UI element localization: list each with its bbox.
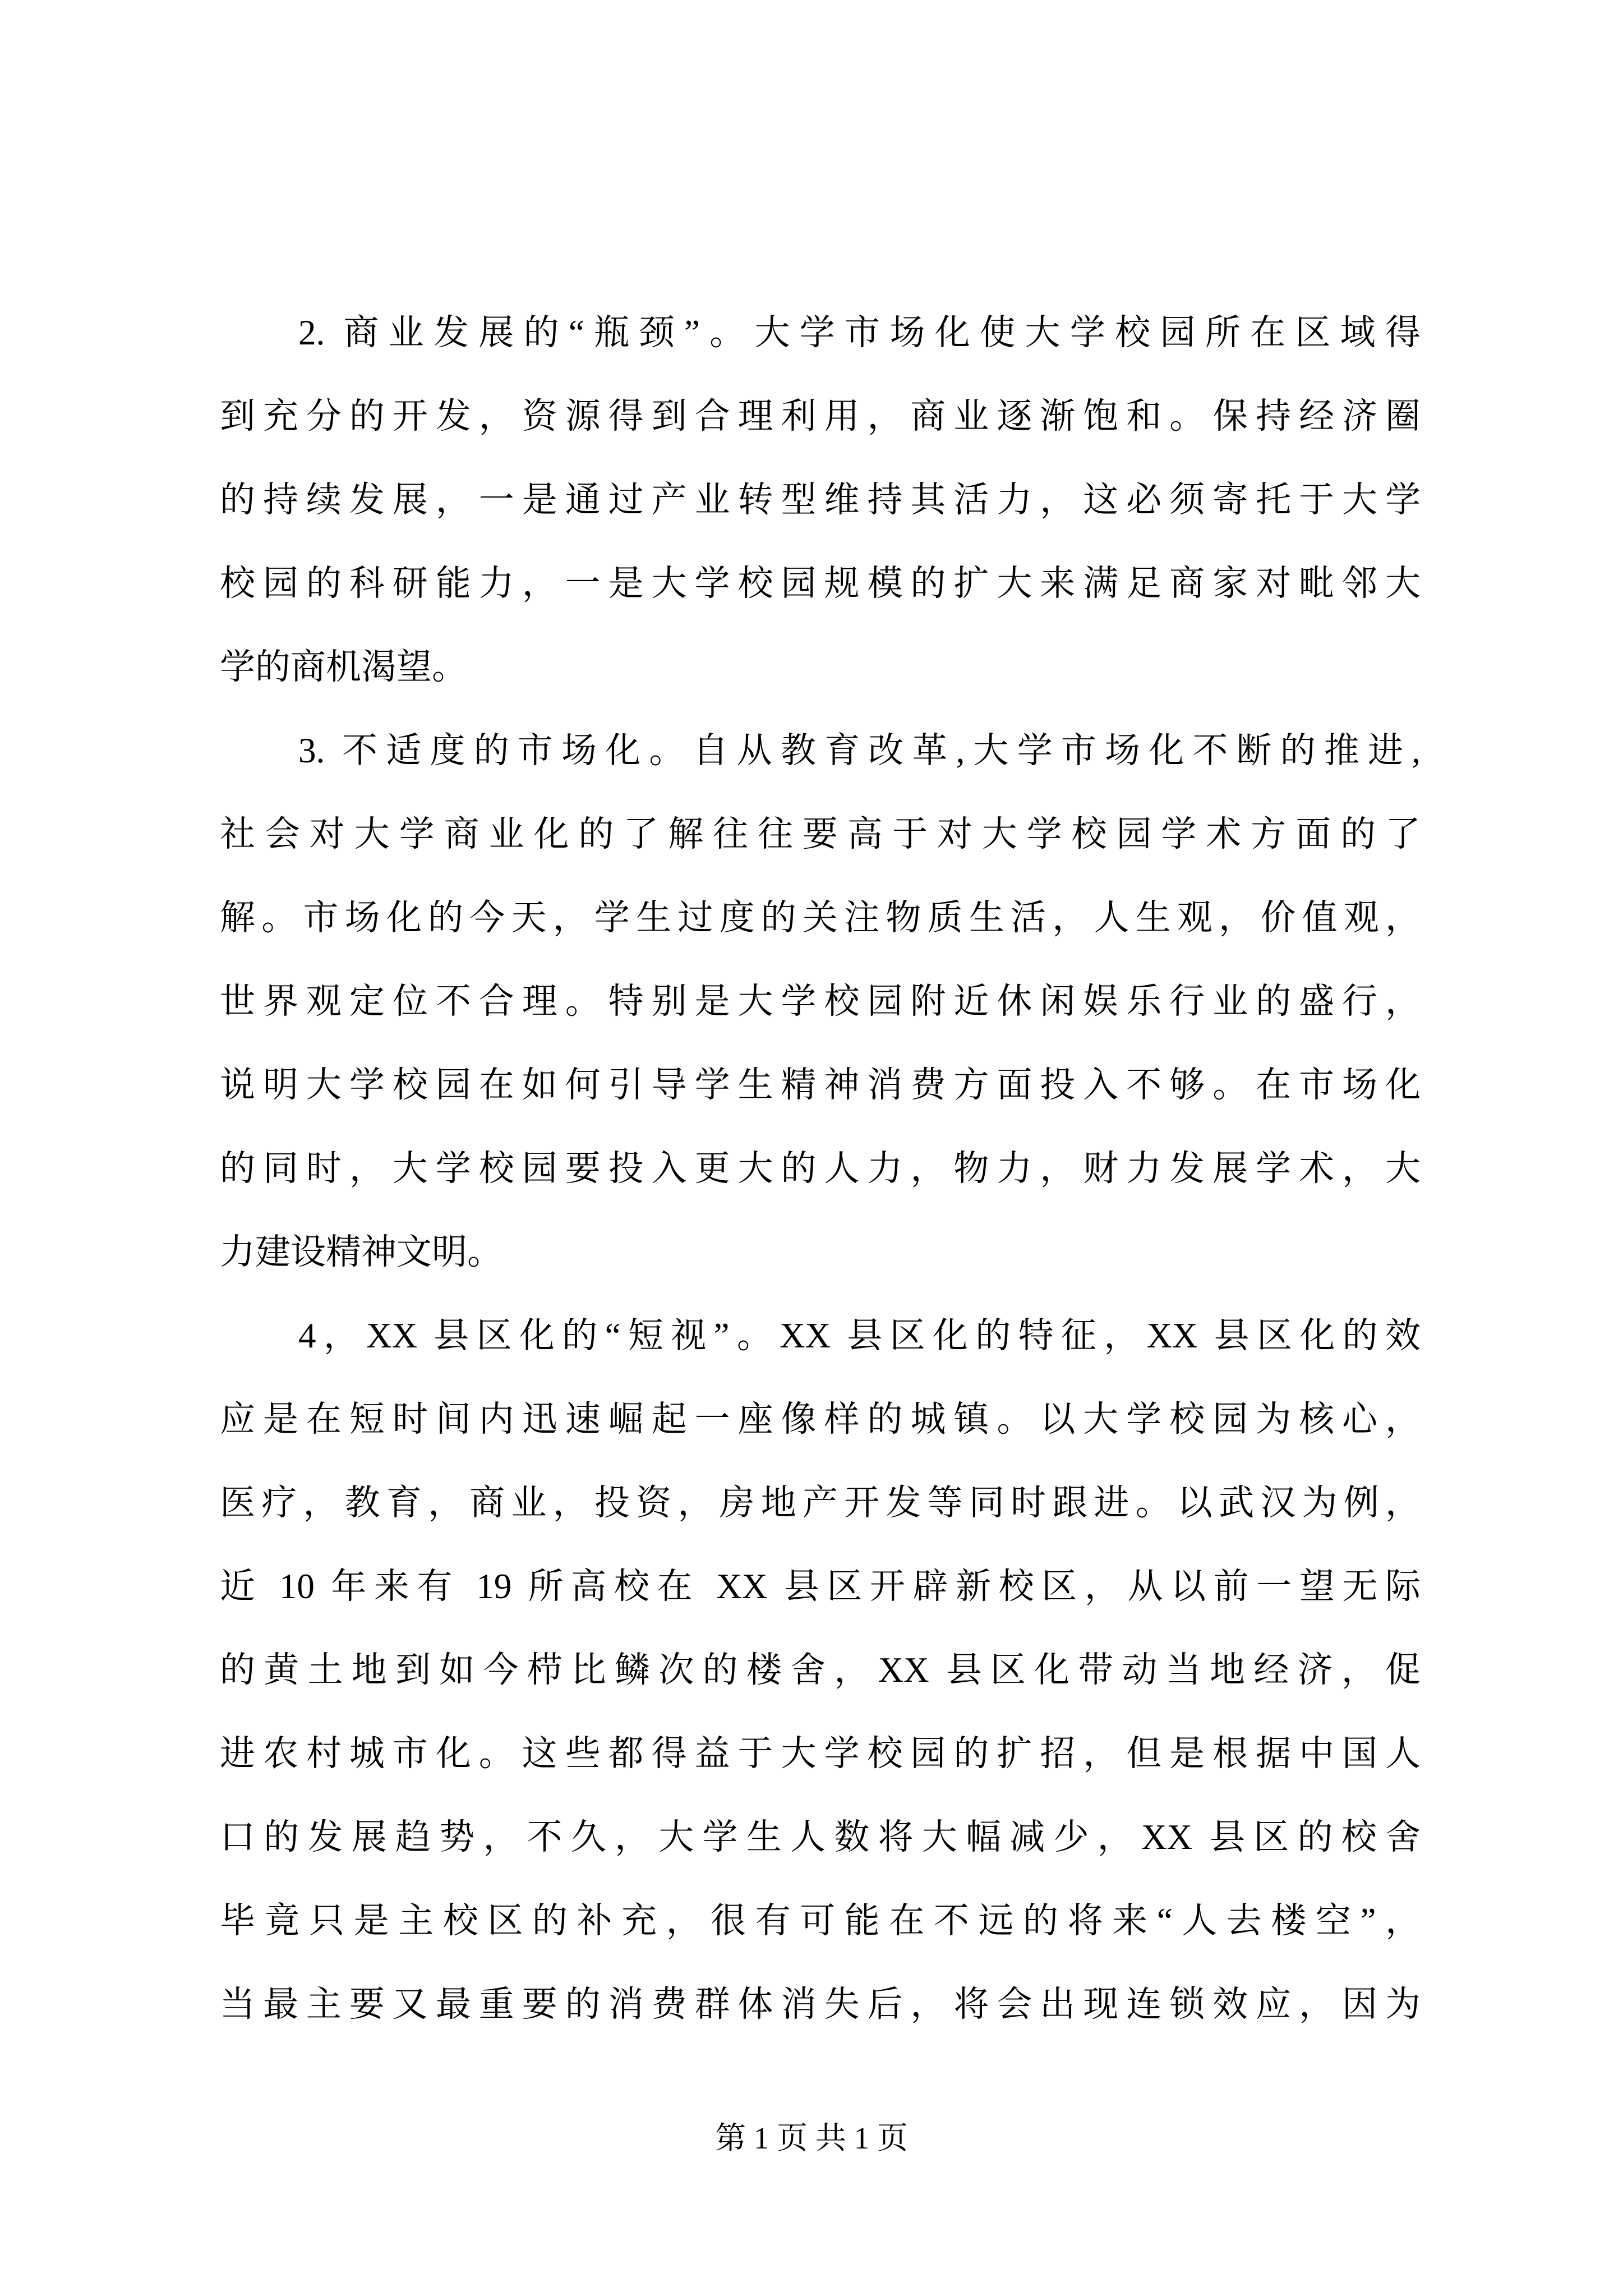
paragraph [220,709,1421,1294]
paragraph [220,1294,1421,2046]
text-line: 当最主要又最重要的消费群体消失后，将会出现连锁效应，因为 [220,1985,1421,2024]
text-line: 的黄土地到如今栉比鳞次的楼舍，XX 县区化带动当地经济，促 [220,1650,1421,1690]
text-line: 校园的科研能力，一是大学校园规模的扩大来满足商家对毗邻大 [220,564,1421,603]
text-line: 近 10 年来有 19 所高校在 XX 县区开辟新校区，从以前一望无际 [220,1567,1421,1606]
text-line: 毕竟只是主校区的补充，很有可能在不远的将来“人去楼空”， [220,1901,1421,1940]
text-line: 学的商机渴望。 [220,647,467,687]
text-line: 到充分的开发，资源得到合理利用，商业逐渐饱和。保持经济圈 [220,397,1421,436]
text-line: 应是在短时间内迅速崛起一座像样的城镇。以大学校园为核心， [220,1400,1421,1439]
text-line: 力建设精神文明。 [220,1232,502,1272]
page-number-label: 第 1 页 共 1 页 [715,2121,908,2155]
paragraph [220,291,1421,709]
text-line: 口的发展趋势，不久，大学生人数将大幅减少，XX 县区的校舍 [220,1818,1421,1857]
text-line: 社会对大学商业化的了解往往要高于对大学校园学术方面的了 [220,815,1421,854]
text-line: 3. 不适度的市场化。自从教育改革,大学市场化不断的推进, [298,731,1421,770]
text-line: 说明大学校园在如何引导学生精神消费方面投入不够。在市场化 [220,1065,1421,1105]
text-line: 医疗，教育，商业，投资，房地产开发等同时跟进。以武汉为例， [220,1483,1421,1522]
document-body [220,291,1421,2046]
page-footer [0,2122,1623,2155]
text-line: 的同时，大学校园要投入更大的人力，物力，财力发展学术，大 [220,1149,1421,1188]
text-line: 4，XX 县区化的“短视”。XX 县区化的特征，XX 县区化的效 [298,1316,1421,1355]
text-line: 进农村城市化。这些都得益于大学校园的扩招，但是根据中国人 [220,1734,1421,1773]
text-line: 的持续发展，一是通过产业转型维持其活力，这必须寄托于大学 [220,480,1421,519]
text-line: 2. 商业发展的“瓶颈”。大学市场化使大学校园所在区域得 [298,313,1421,352]
text-line: 解。市场化的今天，学生过度的关注物质生活，人生观，价值观， [220,898,1421,937]
text-line: 世界观定位不合理。特别是大学校园附近休闲娱乐行业的盛行， [220,982,1421,1021]
